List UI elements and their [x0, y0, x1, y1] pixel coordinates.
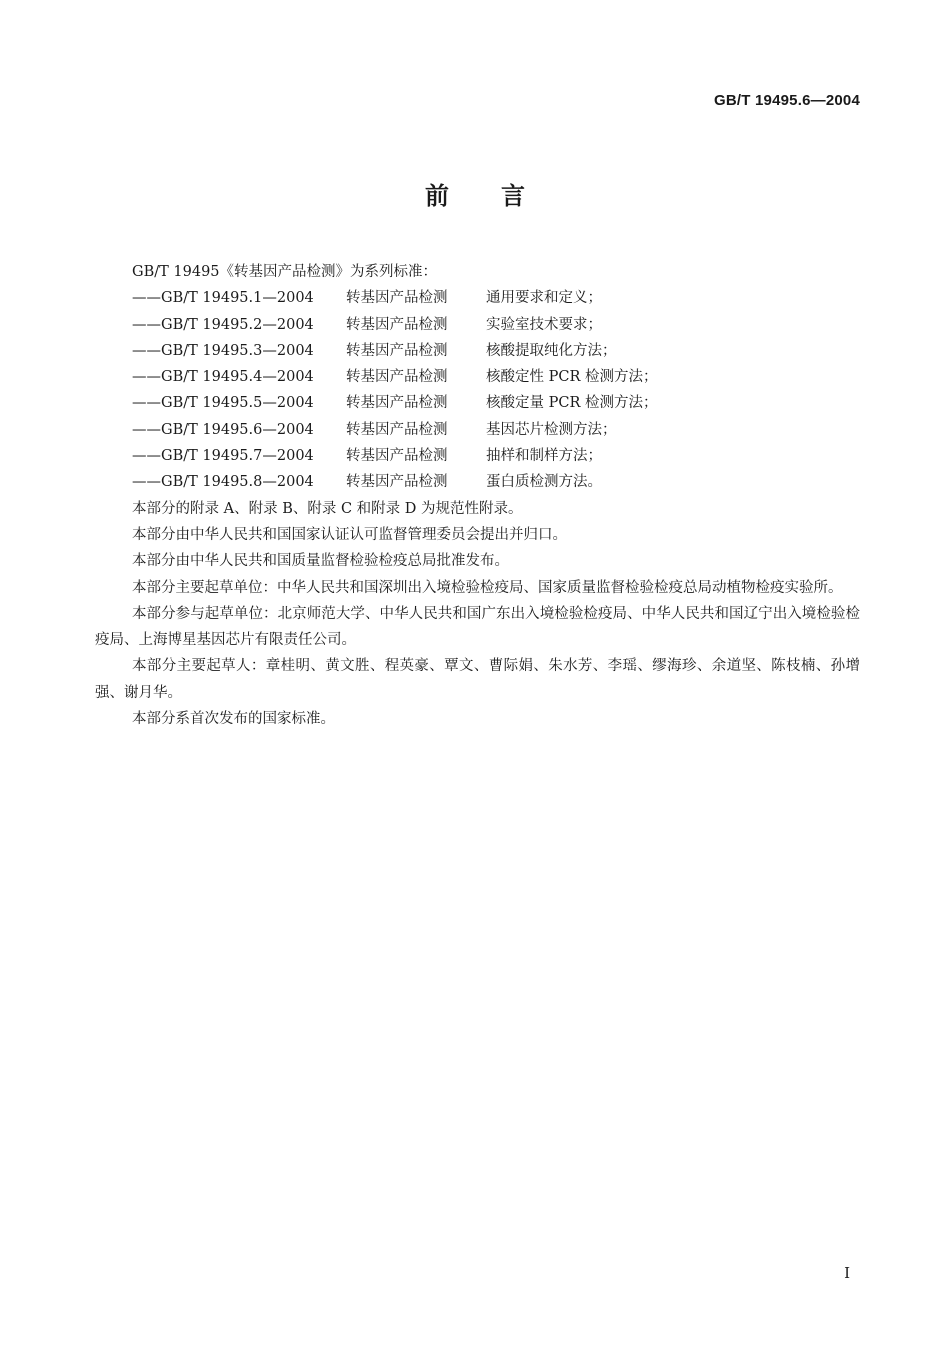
part-code: ——GB/T 19495.1—2004	[132, 290, 314, 307]
part-code: ——GB/T 19495.7—2004	[132, 448, 314, 465]
standard-part-6	[95, 417, 860, 443]
paragraph-appendix: 本部分的附录 A、附录 B、附录 C 和附录 D 为规范性附录。	[132, 500, 523, 517]
part-series: 转基因产品检测	[346, 290, 448, 307]
standard-part-3	[95, 338, 860, 364]
part-series: 转基因产品检测	[346, 342, 448, 359]
part-name: 核酸定量 PCR 检测方法；	[486, 395, 658, 412]
part-series: 转基因产品检测	[346, 421, 448, 438]
part-series: 转基因产品检测	[346, 448, 448, 465]
part-series: 转基因产品检测	[346, 474, 448, 491]
part-series: 转基因产品检测	[346, 395, 448, 412]
paragraph-first-release: 本部分系首次发布的国家标准。	[132, 711, 335, 728]
part-name: 实验室技术要求；	[486, 316, 602, 333]
part-code: ——GB/T 19495.8—2004	[132, 474, 314, 491]
part-code: ——GB/T 19495.6—2004	[132, 421, 314, 438]
series-intro: GB/T 19495《转基因产品检测》为系列标准：	[132, 264, 438, 280]
part-series: 转基因产品检测	[346, 316, 448, 333]
part-code: ——GB/T 19495.2—2004	[132, 316, 314, 333]
paragraph-proposed-by: 本部分由中华人民共和国国家认证认可监督管理委员会提出并归口。	[132, 526, 567, 543]
standard-part-8	[95, 469, 860, 495]
standard-part-7	[95, 443, 860, 469]
part-name: 核酸提取纯化方法；	[486, 342, 617, 359]
standard-part-4	[95, 364, 860, 390]
page-number: I	[844, 1264, 850, 1282]
standard-part-2	[95, 312, 860, 338]
standard-part-1	[95, 285, 860, 311]
standard-part-5	[95, 390, 860, 416]
part-code: ——GB/T 19495.3—2004	[132, 342, 314, 359]
document-body	[95, 259, 860, 732]
part-series: 转基因产品检测	[346, 369, 448, 386]
paragraph-approved-by: 本部分由中华人民共和国质量监督检验检疫总局批准发布。	[132, 553, 509, 570]
paragraph-drafting-units: 本部分主要起草单位：中华人民共和国深圳出入境检验检疫局、国家质量监督检验检疫总局动植物检疫实验所。	[132, 579, 843, 596]
paragraph-participating-units: 本部分参与起草单位：北京师范大学、中华人民共和国广东出入境检验检疫局、中华人民共和国辽宁出入境检验检疫局、上海博星基因芯片有限责任公司。	[95, 605, 860, 649]
part-name: 通用要求和定义；	[486, 290, 602, 307]
page-title: 前言	[425, 182, 577, 210]
standard-code-header: GB/T 19495.6—2004	[714, 92, 860, 109]
part-name: 蛋白质检测方法。	[486, 474, 602, 491]
paragraph-drafters: 本部分主要起草人：章桂明、黄文胜、程英豪、覃文、曹际娟、朱水芳、李瑶、缪海珍、余道坚、陈枝楠、孙增强、谢月华。	[95, 658, 860, 701]
part-name: 基因芯片检测方法；	[486, 421, 617, 438]
part-code: ——GB/T 19495.5—2004	[132, 395, 314, 412]
part-name: 核酸定性 PCR 检测方法；	[486, 369, 658, 386]
part-name: 抽样和制样方法；	[486, 448, 602, 465]
part-code: ——GB/T 19495.4—2004	[132, 369, 314, 386]
